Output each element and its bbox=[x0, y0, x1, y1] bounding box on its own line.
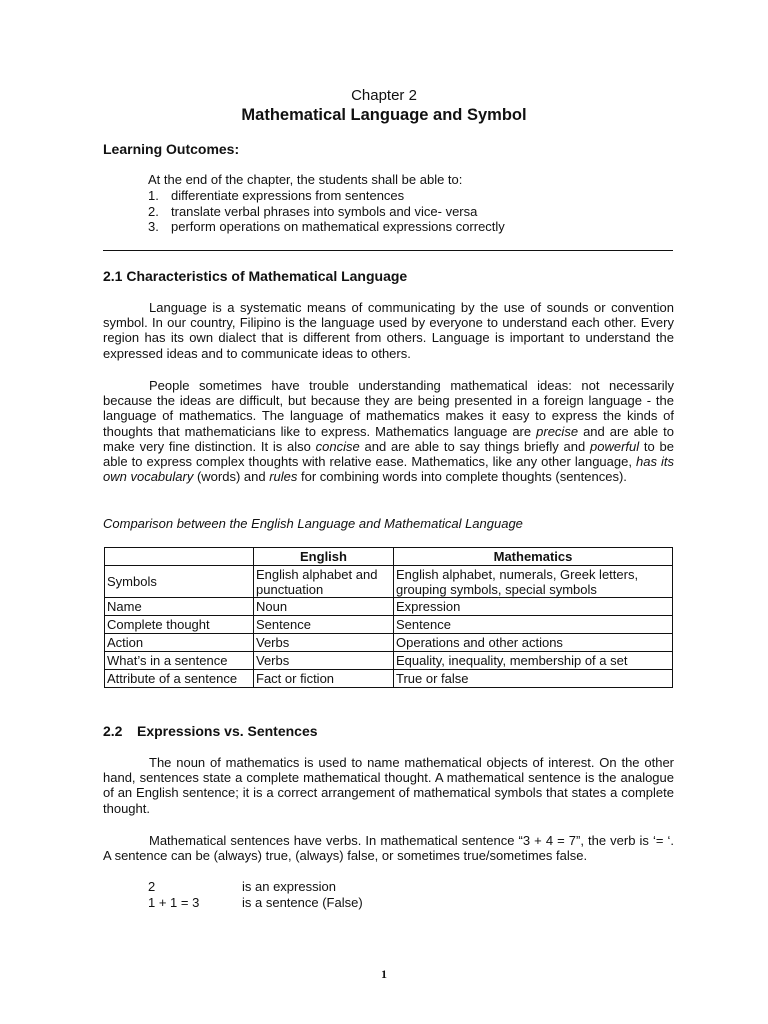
page-number: 1 bbox=[381, 967, 387, 981]
table-cell: Complete thought bbox=[105, 616, 254, 634]
page-title: Mathematical Language and Symbol bbox=[241, 106, 527, 124]
table-header-cell: Mathematics bbox=[394, 548, 673, 566]
table-header-cell bbox=[105, 548, 254, 566]
examples-list bbox=[148, 879, 363, 911]
list-text: translate verbal phrases into symbols and vice- versa bbox=[171, 203, 478, 219]
list-item bbox=[148, 188, 505, 204]
learning-outcomes-heading: Learning Outcomes: bbox=[103, 141, 240, 157]
table-cell: Verbs bbox=[254, 634, 394, 652]
paragraph: Language is a systematic means of communicating by the use of sounds or convention symbol. In our country, Filipino is the language used by everyone to understand each other. Every region has its own dialect that is different from others. Language is important to understand the expressed ideas and to communicate ideas to others. bbox=[103, 300, 674, 361]
paragraph: People sometimes have trouble understanding mathematical ideas: not necessarily because the ideas are difficult, but because they are being presented in a foreign language - the language of mathematics. The language of mathematics makes it easy to express the kinds of thoughts that mathematicians like to express. Mathematics language are precise and are able to make very fine distinction. It is also concise and are able to say things briefly and powerful to be able to express complex thoughts with relative ease. Mathematics, like any other language, has its own vocabulary (words) and rules for combining words into complete thoughts (sentences). bbox=[103, 378, 674, 485]
example-description: is a sentence (False) bbox=[242, 895, 363, 910]
emphasis: precise bbox=[536, 423, 579, 439]
paragraph: The noun of mathematics is used to name mathematical objects of interest. On the other hand, sentences state a complete mathematical thought. A mathematical sentence is the analogue of an English sentence; it is a correct arrangement of mathematical symbols that states a complete thought. bbox=[103, 755, 674, 816]
section-heading-2-2 bbox=[103, 723, 318, 739]
emphasis: has its own vocabulary bbox=[103, 454, 674, 485]
table-row bbox=[105, 616, 673, 634]
list-text: differentiate expressions from sentences bbox=[171, 188, 405, 203]
table-row bbox=[105, 634, 673, 652]
table-cell: Symbols bbox=[105, 566, 254, 598]
example-row bbox=[148, 879, 363, 895]
chapter-label: Chapter 2 bbox=[351, 87, 417, 104]
list-number: 3. bbox=[148, 219, 159, 234]
learning-outcomes-intro: At the end of the chapter, the students shall be able to: bbox=[148, 172, 463, 187]
table-cell: English alphabet and punctuation bbox=[254, 566, 394, 598]
table-cell: Operations and other actions bbox=[394, 634, 673, 652]
table-row bbox=[105, 652, 673, 670]
table-row bbox=[105, 670, 673, 688]
list-text: perform operations on mathematical expressions correctly bbox=[171, 219, 505, 234]
table-cell: True or false bbox=[394, 670, 673, 688]
table-cell: Equality, inequality, membership of a set bbox=[394, 652, 673, 670]
example-row bbox=[148, 895, 363, 911]
table-cell: Noun bbox=[254, 598, 394, 616]
example-expression: 1 + 1 = 3 bbox=[148, 895, 200, 910]
table-cell: English alphabet, numerals, Greek letters, grouping symbols, special symbols bbox=[394, 566, 673, 598]
table-header-cell: English bbox=[254, 548, 394, 566]
table-cell: Sentence bbox=[254, 616, 394, 634]
horizontal-divider bbox=[103, 250, 673, 251]
list-item bbox=[148, 204, 505, 220]
comparison-table bbox=[104, 547, 673, 688]
table-header-row bbox=[105, 548, 673, 566]
emphasis: concise bbox=[315, 438, 360, 454]
table-cell: Action bbox=[105, 634, 254, 652]
emphasis: powerful bbox=[589, 438, 640, 454]
emphasis: rules bbox=[269, 469, 298, 485]
table-cell: Fact or fiction bbox=[254, 670, 394, 688]
table-cell: Sentence bbox=[394, 616, 673, 634]
list-number: 2. bbox=[148, 203, 159, 219]
table-caption: Comparison between the English Language and Mathematical Language bbox=[103, 516, 523, 531]
table-cell: Name bbox=[105, 598, 254, 616]
section-title: Expressions vs. Sentences bbox=[137, 723, 318, 739]
paragraph: Mathematical sentences have verbs. In mathematical sentence “3 + 4 = 7”, the verb is ‘= ‘. A sentence can be (always) true, (always) false, or sometimes true/sometimes false. bbox=[103, 833, 674, 864]
list-item bbox=[148, 219, 505, 235]
table-cell: What’s in a sentence bbox=[105, 652, 254, 670]
list-number: 1. bbox=[148, 188, 159, 203]
example-expression: 2 bbox=[148, 879, 156, 894]
example-description: is an expression bbox=[242, 879, 336, 894]
table-cell: Verbs bbox=[254, 652, 394, 670]
table-cell: Attribute of a sentence bbox=[105, 670, 254, 688]
table-row bbox=[105, 566, 673, 598]
table-row bbox=[105, 598, 673, 616]
learning-outcomes-list bbox=[148, 188, 505, 235]
section-number: 2.2 bbox=[103, 723, 123, 739]
section-heading-2-1: 2.1 Characteristics of Mathematical Language bbox=[103, 268, 408, 284]
table-cell: Expression bbox=[394, 598, 673, 616]
